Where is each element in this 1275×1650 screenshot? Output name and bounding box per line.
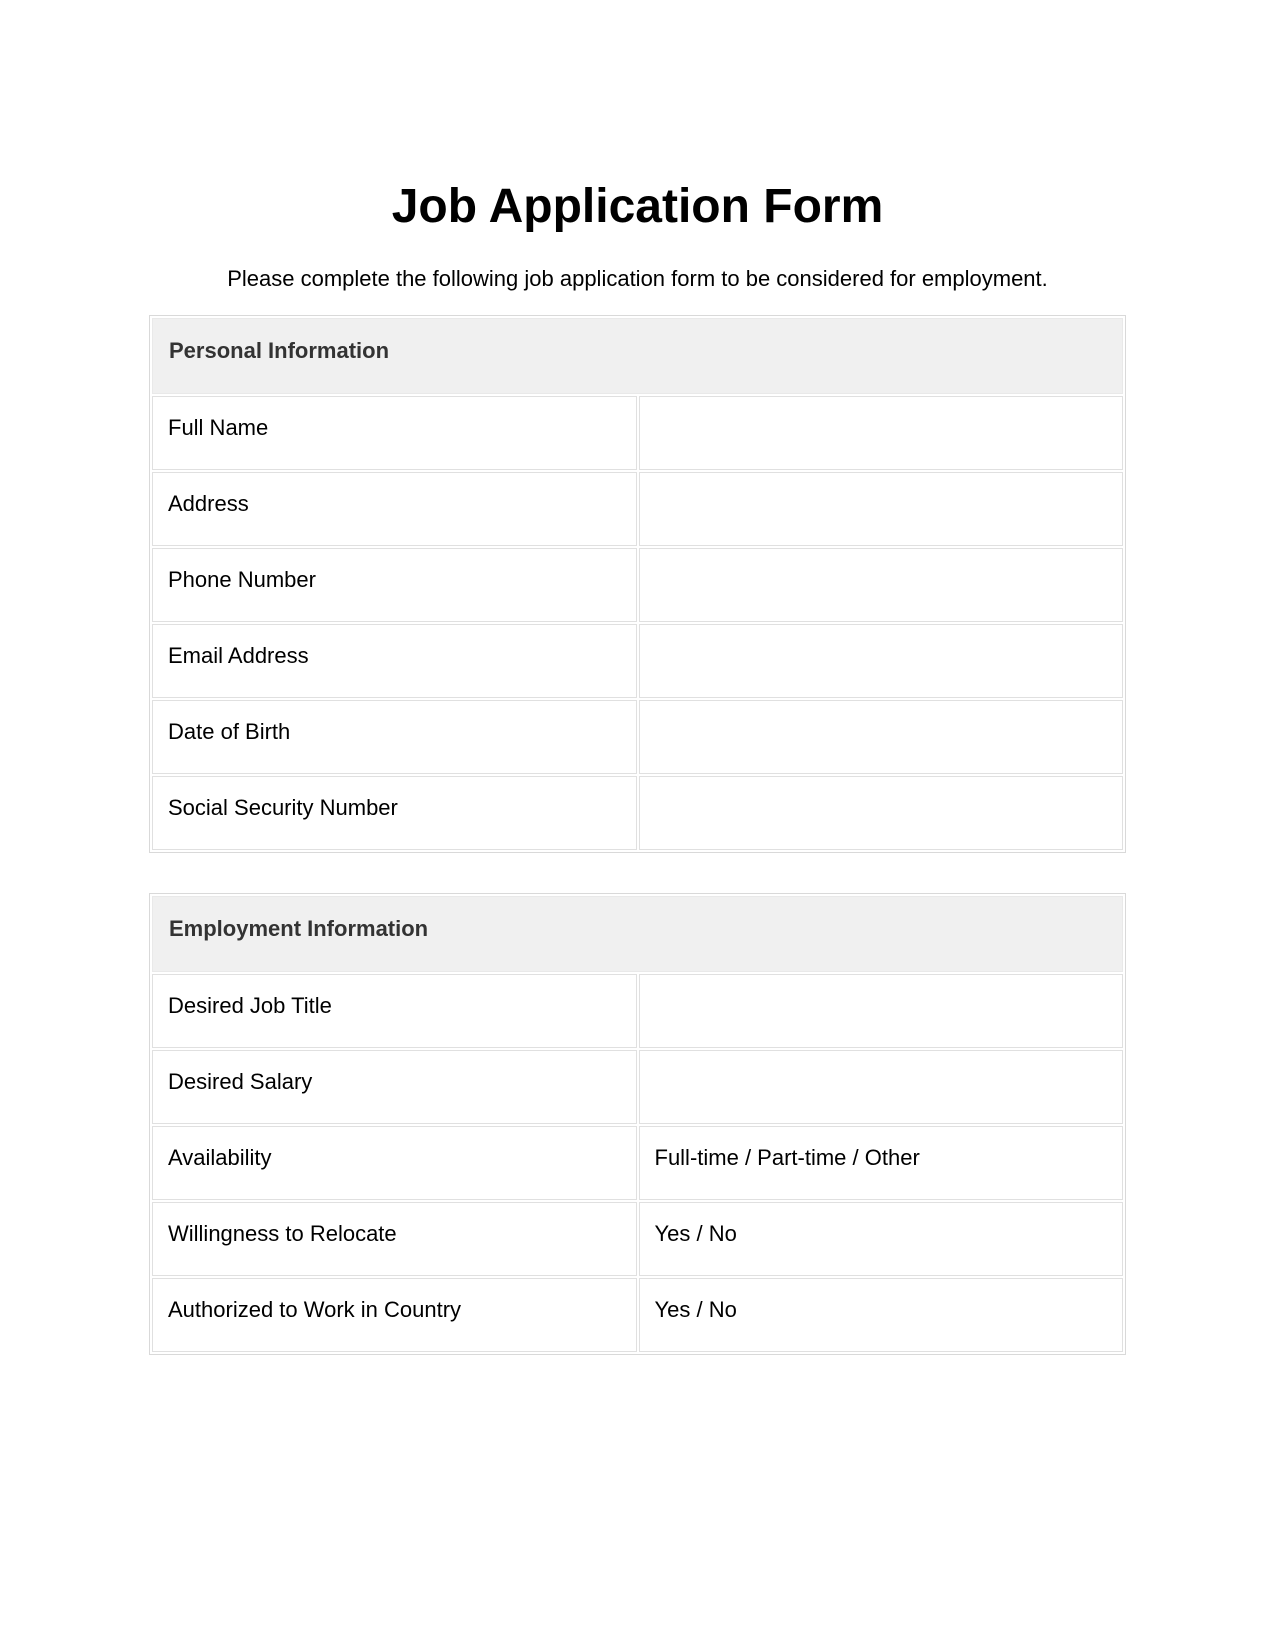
section-heading: Personal Information — [152, 318, 1123, 394]
table-row — [152, 624, 1123, 698]
table-row — [152, 1202, 1123, 1276]
field-label: Date of Birth — [152, 700, 637, 774]
field-value — [639, 548, 1124, 622]
field-label: Willingness to Relocate — [152, 1202, 637, 1276]
section-employment-information — [149, 893, 1126, 1355]
page-title: Job Application Form — [391, 180, 884, 233]
section-heading: Employment Information — [152, 896, 1123, 972]
field-value — [639, 1050, 1124, 1124]
personal-information-table — [149, 315, 1126, 853]
field-value: Yes / No — [639, 1202, 1124, 1276]
table-row — [152, 1050, 1123, 1124]
table-row — [152, 1126, 1123, 1200]
field-label: Availability — [152, 1126, 637, 1200]
field-label: Desired Job Title — [152, 974, 637, 1048]
field-label: Phone Number — [152, 548, 637, 622]
section-heading-row — [152, 896, 1123, 972]
table-row — [152, 776, 1123, 850]
table-row — [152, 472, 1123, 546]
field-label: Social Security Number — [152, 776, 637, 850]
field-label: Email Address — [152, 624, 637, 698]
table-row — [152, 974, 1123, 1048]
table-row — [152, 548, 1123, 622]
field-label: Full Name — [152, 396, 637, 470]
field-value — [639, 776, 1124, 850]
field-value — [639, 974, 1124, 1048]
field-label: Authorized to Work in Country — [152, 1278, 637, 1352]
section-heading-row — [152, 318, 1123, 394]
field-value: Yes / No — [639, 1278, 1124, 1352]
field-value — [639, 700, 1124, 774]
field-label: Desired Salary — [152, 1050, 637, 1124]
field-value — [639, 624, 1124, 698]
table-row — [152, 700, 1123, 774]
field-value — [639, 396, 1124, 470]
section-personal-information — [149, 315, 1126, 853]
table-row — [152, 1278, 1123, 1352]
table-row — [152, 396, 1123, 470]
page-subtitle: Please complete the following job application form to be considered for employment. — [227, 266, 1048, 292]
field-label: Address — [152, 472, 637, 546]
employment-information-table — [149, 893, 1126, 1355]
field-value — [639, 472, 1124, 546]
field-value: Full-time / Part-time / Other — [639, 1126, 1124, 1200]
